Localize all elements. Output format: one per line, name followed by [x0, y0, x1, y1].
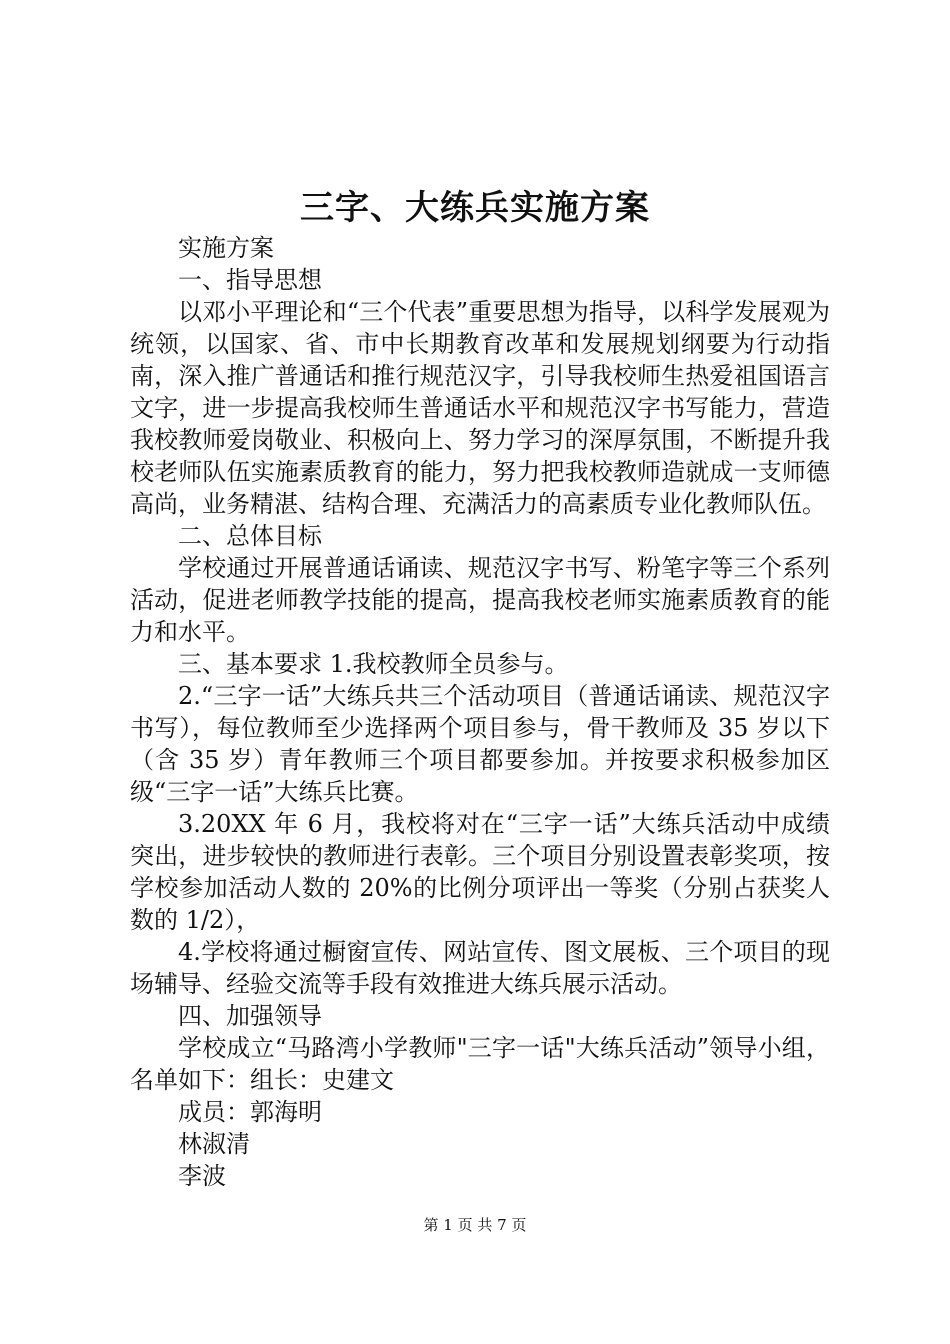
section-heading-overall-goal: 二、总体目标 — [178, 522, 322, 550]
paragraph-requirement-3: 3.20XX 年 6 月，我校将对在“三字一话”大练兵活动中成绩突出，进步较快的教师进行表彰。三个项目分别设置表彰奖项，按学校参加活动人数的 20%的比例分项评出一等奖（分别占获奖人数的 1/2）， — [130, 810, 830, 934]
paragraph-requirement-4: 4.学校将通过橱窗宣传、网站宣传、图文展板、三个项目的现场辅导、经验交流等手段有效推进大练兵展示活动。 — [130, 938, 830, 998]
member-line-2: 林淑清 — [178, 1130, 250, 1158]
member-line-1: 成员：郭海明 — [178, 1098, 322, 1126]
paragraph-heading-plan: 实施方案 — [178, 234, 274, 262]
document-body — [130, 232, 830, 1192]
document-title: 三字、大练兵实施方案 — [300, 188, 650, 228]
page-footer: 第 1 页 共 7 页 — [423, 1216, 527, 1234]
paragraph-requirement-2: 2.“三字一话”大练兵共三个活动项目（普通话诵读、规范汉字书写），每位教师至少选择两个项目参与，骨干教师及 35 岁以下（含 35 岁）青年教师三个项目都要参加。并按要求积极参加区级“三字一话”大练兵比赛。 — [130, 682, 830, 806]
paragraph-leadership-group: 学校成立“马路湾小学教师"三字一话"大练兵活动”领导小组，名单如下：组长：史建文 — [130, 1034, 830, 1094]
member-line-3: 李波 — [178, 1162, 226, 1190]
section-heading-guiding-ideology: 一、指导思想 — [178, 266, 322, 294]
section-heading-leadership: 四、加强领导 — [178, 1002, 322, 1030]
section-heading-basic-requirements: 三、基本要求 1.我校教师全员参与。 — [178, 650, 569, 678]
paragraph-guiding-ideology: 以邓小平理论和“三个代表”重要思想为指导，以科学发展观为统领，以国家、省、市中长期教育改革和发展规划纲要为行动指南，深入推广普通话和推行规范汉字，引导我校师生热爱祖国语言文字，进一步提高我校师生普通话水平和规范汉字书写能力，营造我校教师爱岗敬业、积极向上、努力学习的深厚氛围，不断提升我校老师队伍实施素质教育的能力，努力把我校教师造就成一支师德高尚，业务精湛、结构合理、充满活力的高素质专业化教师队伍。 — [130, 298, 830, 518]
paragraph-overall-goal: 学校通过开展普通话诵读、规范汉字书写、粉笔字等三个系列活动，促进老师教学技能的提高，提高我校老师实施素质教育的能力和水平。 — [130, 554, 830, 646]
